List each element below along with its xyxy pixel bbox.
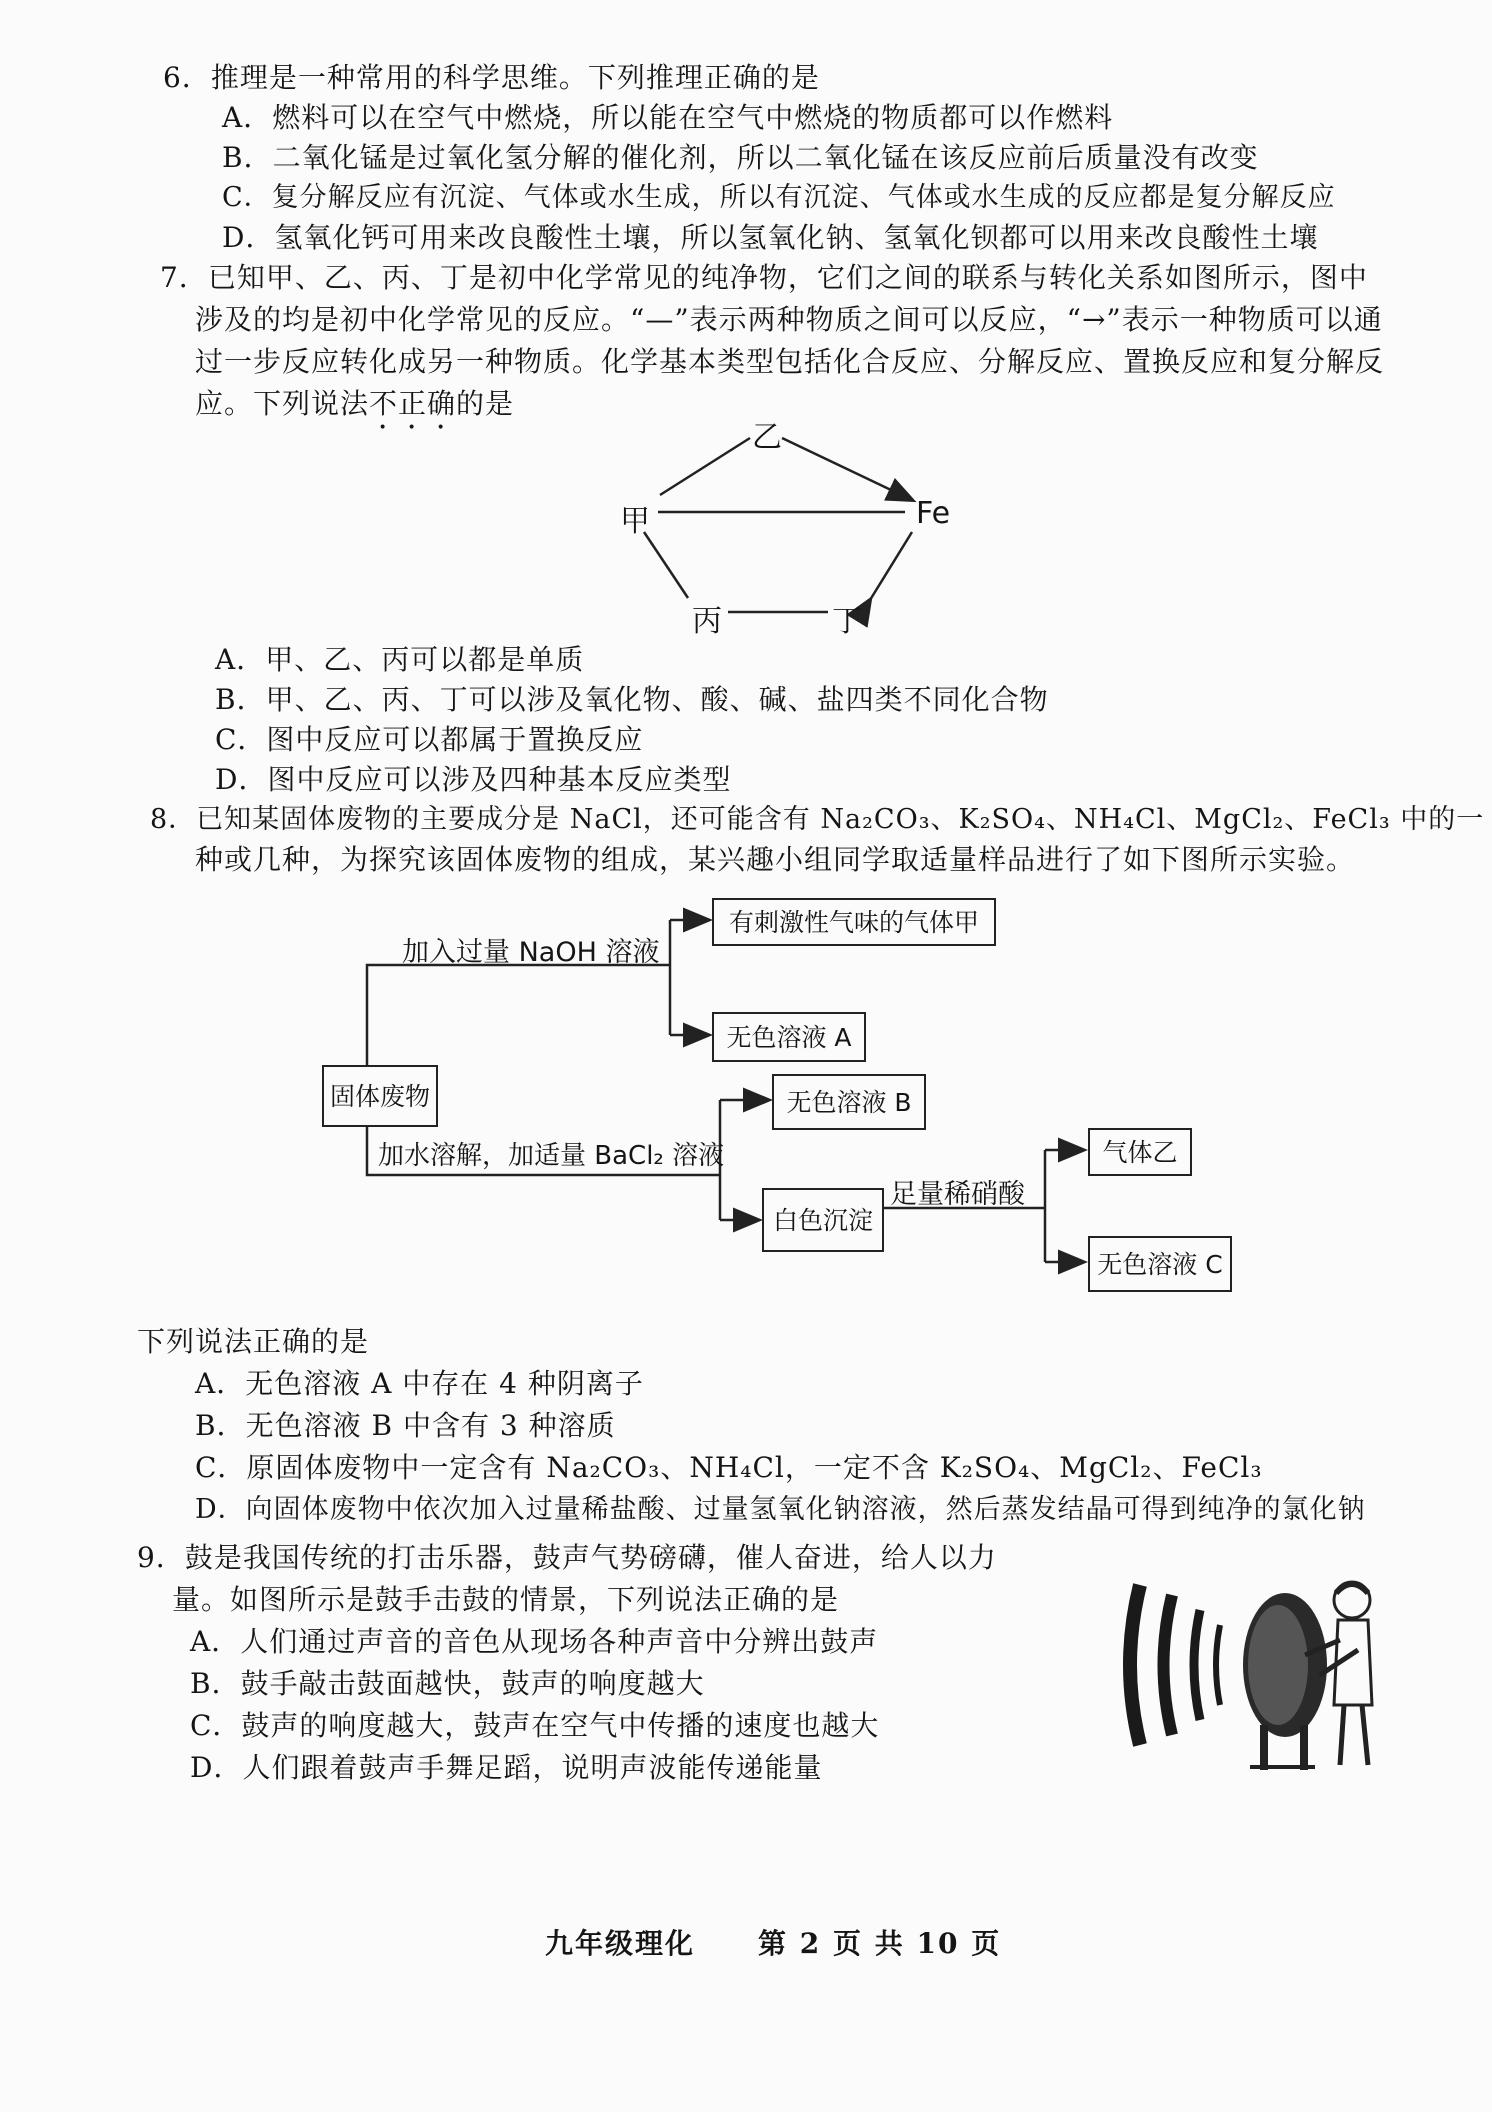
q7-relation-diagram bbox=[600, 410, 960, 640]
q7-stem-line-1: 7．已知甲、乙、丙、丁是初中化学常见的纯净物，它们之间的联系与转化关系如图所示，图中 bbox=[160, 261, 1368, 294]
q7-stem-line-4 bbox=[195, 384, 514, 436]
gas-jia-box: 有刺激性气味的气体甲 bbox=[712, 898, 996, 946]
gas-yi-box: 气体乙 bbox=[1088, 1128, 1192, 1176]
naoh-step-label: 加入过量 NaOH 溶液 bbox=[402, 937, 660, 968]
white-precipitate-box: 白色沉淀 bbox=[762, 1188, 884, 1252]
q7-stem-line-2: 涉及的均是初中化学常见的反应。“—”表示两种物质之间可以反应，“→”表示一种物质可以通 bbox=[195, 303, 1383, 336]
q9-option-c: C．鼓声的响度越大，鼓声在空气中传播的速度也越大 bbox=[190, 1709, 880, 1742]
node-yi: 乙 bbox=[752, 420, 782, 455]
q9-option-d: D．人们跟着鼓声手舞足蹈，说明声波能传递能量 bbox=[190, 1751, 823, 1784]
solid-waste-box: 固体废物 bbox=[322, 1065, 438, 1127]
q8-option-b: B．无色溶液 B 中含有 3 种溶质 bbox=[195, 1409, 616, 1442]
q7-stem-text-end: 的是 bbox=[456, 387, 515, 420]
solution-a-box: 无色溶液 A bbox=[712, 1012, 866, 1062]
q7-option-b: B．甲、乙、丙、丁可以涉及氧化物、酸、碱、盐四类不同化合物 bbox=[215, 683, 1049, 716]
q9-stem-line-2: 量。如图所示是鼓手击鼓的情景，下列说法正确的是 bbox=[172, 1583, 840, 1616]
drum-picture bbox=[1100, 1555, 1390, 1775]
q9-option-b: B．鼓手敲击鼓面越快，鼓声的响度越大 bbox=[190, 1667, 705, 1700]
footer-subject: 九年级理化 bbox=[545, 1927, 696, 1960]
node-jia: 甲 bbox=[620, 504, 650, 539]
q6-stem: 6．推理是一种常用的科学思维。下列推理正确的是 bbox=[163, 61, 820, 94]
q8-stem-line-2: 种或几种，为探究该固体废物的组成，某兴趣小组同学取适量样品进行了如下图所示实验。 bbox=[195, 843, 1356, 876]
q6-option-c: C．复分解反应有沉淀、气体或水生成，所以有沉淀、气体或水生成的反应都是复分解反应 bbox=[222, 182, 1336, 213]
q6-option-a: A．燃料可以在空气中燃烧，所以能在空气中燃烧的物质都可以作燃料 bbox=[222, 101, 1114, 134]
node-fe: Fe bbox=[916, 496, 951, 531]
q9-stem-line-1: 9．鼓是我国传统的打击乐器，鼓声气势磅礴，催人奋进，给人以力 bbox=[137, 1541, 997, 1574]
bacl2-step-label: 加水溶解，加适量 BaCl₂ 溶液 bbox=[378, 1141, 725, 1171]
footer-page-number: 第 2 页 共 10 页 bbox=[758, 1927, 1002, 1960]
q8-option-c: C．原固体废物中一定含有 Na₂CO₃、NH₄Cl，一定不含 K₂SO₄、MgCl₂、FeCl₃ bbox=[195, 1451, 1263, 1484]
q7-stem-text: 应。下列说法 bbox=[195, 387, 370, 420]
solution-b-box: 无色溶液 B bbox=[772, 1074, 926, 1130]
q7-option-a: A．甲、乙、丙可以都是单质 bbox=[215, 643, 585, 676]
q8-option-d: D．向固体废物中依次加入过量稀盐酸、过量氢氧化钠溶液，然后蒸发结晶可得到纯净的氯化钠 bbox=[195, 1494, 1366, 1525]
q7-option-d: D．图中反应可以涉及四种基本反应类型 bbox=[215, 763, 732, 796]
drummer-illustration bbox=[1100, 1555, 1390, 1775]
solution-c-box: 无色溶液 C bbox=[1088, 1236, 1232, 1292]
q8-question: 下列说法正确的是 bbox=[137, 1325, 370, 1358]
q8-stem-line-1: 8．已知某固体废物的主要成分是 NaCl，还可能含有 Na₂CO₃、K₂SO₄、NH₄Cl、MgCl₂、FeCl₃ 中的一 bbox=[150, 804, 1485, 835]
q7-option-c: C．图中反应可以都属于置换反应 bbox=[215, 723, 644, 756]
node-ding: 丁 bbox=[832, 604, 862, 639]
node-bing: 丙 bbox=[692, 604, 722, 639]
q7-emphasis-not-correct: 不正确 bbox=[369, 387, 457, 420]
nitric-acid-label: 足量稀硝酸 bbox=[890, 1179, 1025, 1210]
q6-option-b: B．二氧化锰是过氧化氢分解的催化剂，所以二氧化锰在该反应前后质量没有改变 bbox=[222, 141, 1259, 174]
q7-stem-line-3: 过一步反应转化成另一种物质。化学基本类型包括化合反应、分解反应、置换反应和复分解反 bbox=[195, 345, 1385, 378]
q6-option-d: D．氢氧化钙可用来改良酸性土壤，所以氢氧化钠、氢氧化钡都可以用来改良酸性土壤 bbox=[222, 221, 1319, 254]
q8-option-a: A．无色溶液 A 中存在 4 种阴离子 bbox=[195, 1367, 644, 1400]
q8-flow-diagram bbox=[310, 890, 1250, 1290]
q9-option-a: A．人们通过声音的音色从现场各种声音中分辨出鼓声 bbox=[190, 1625, 879, 1658]
